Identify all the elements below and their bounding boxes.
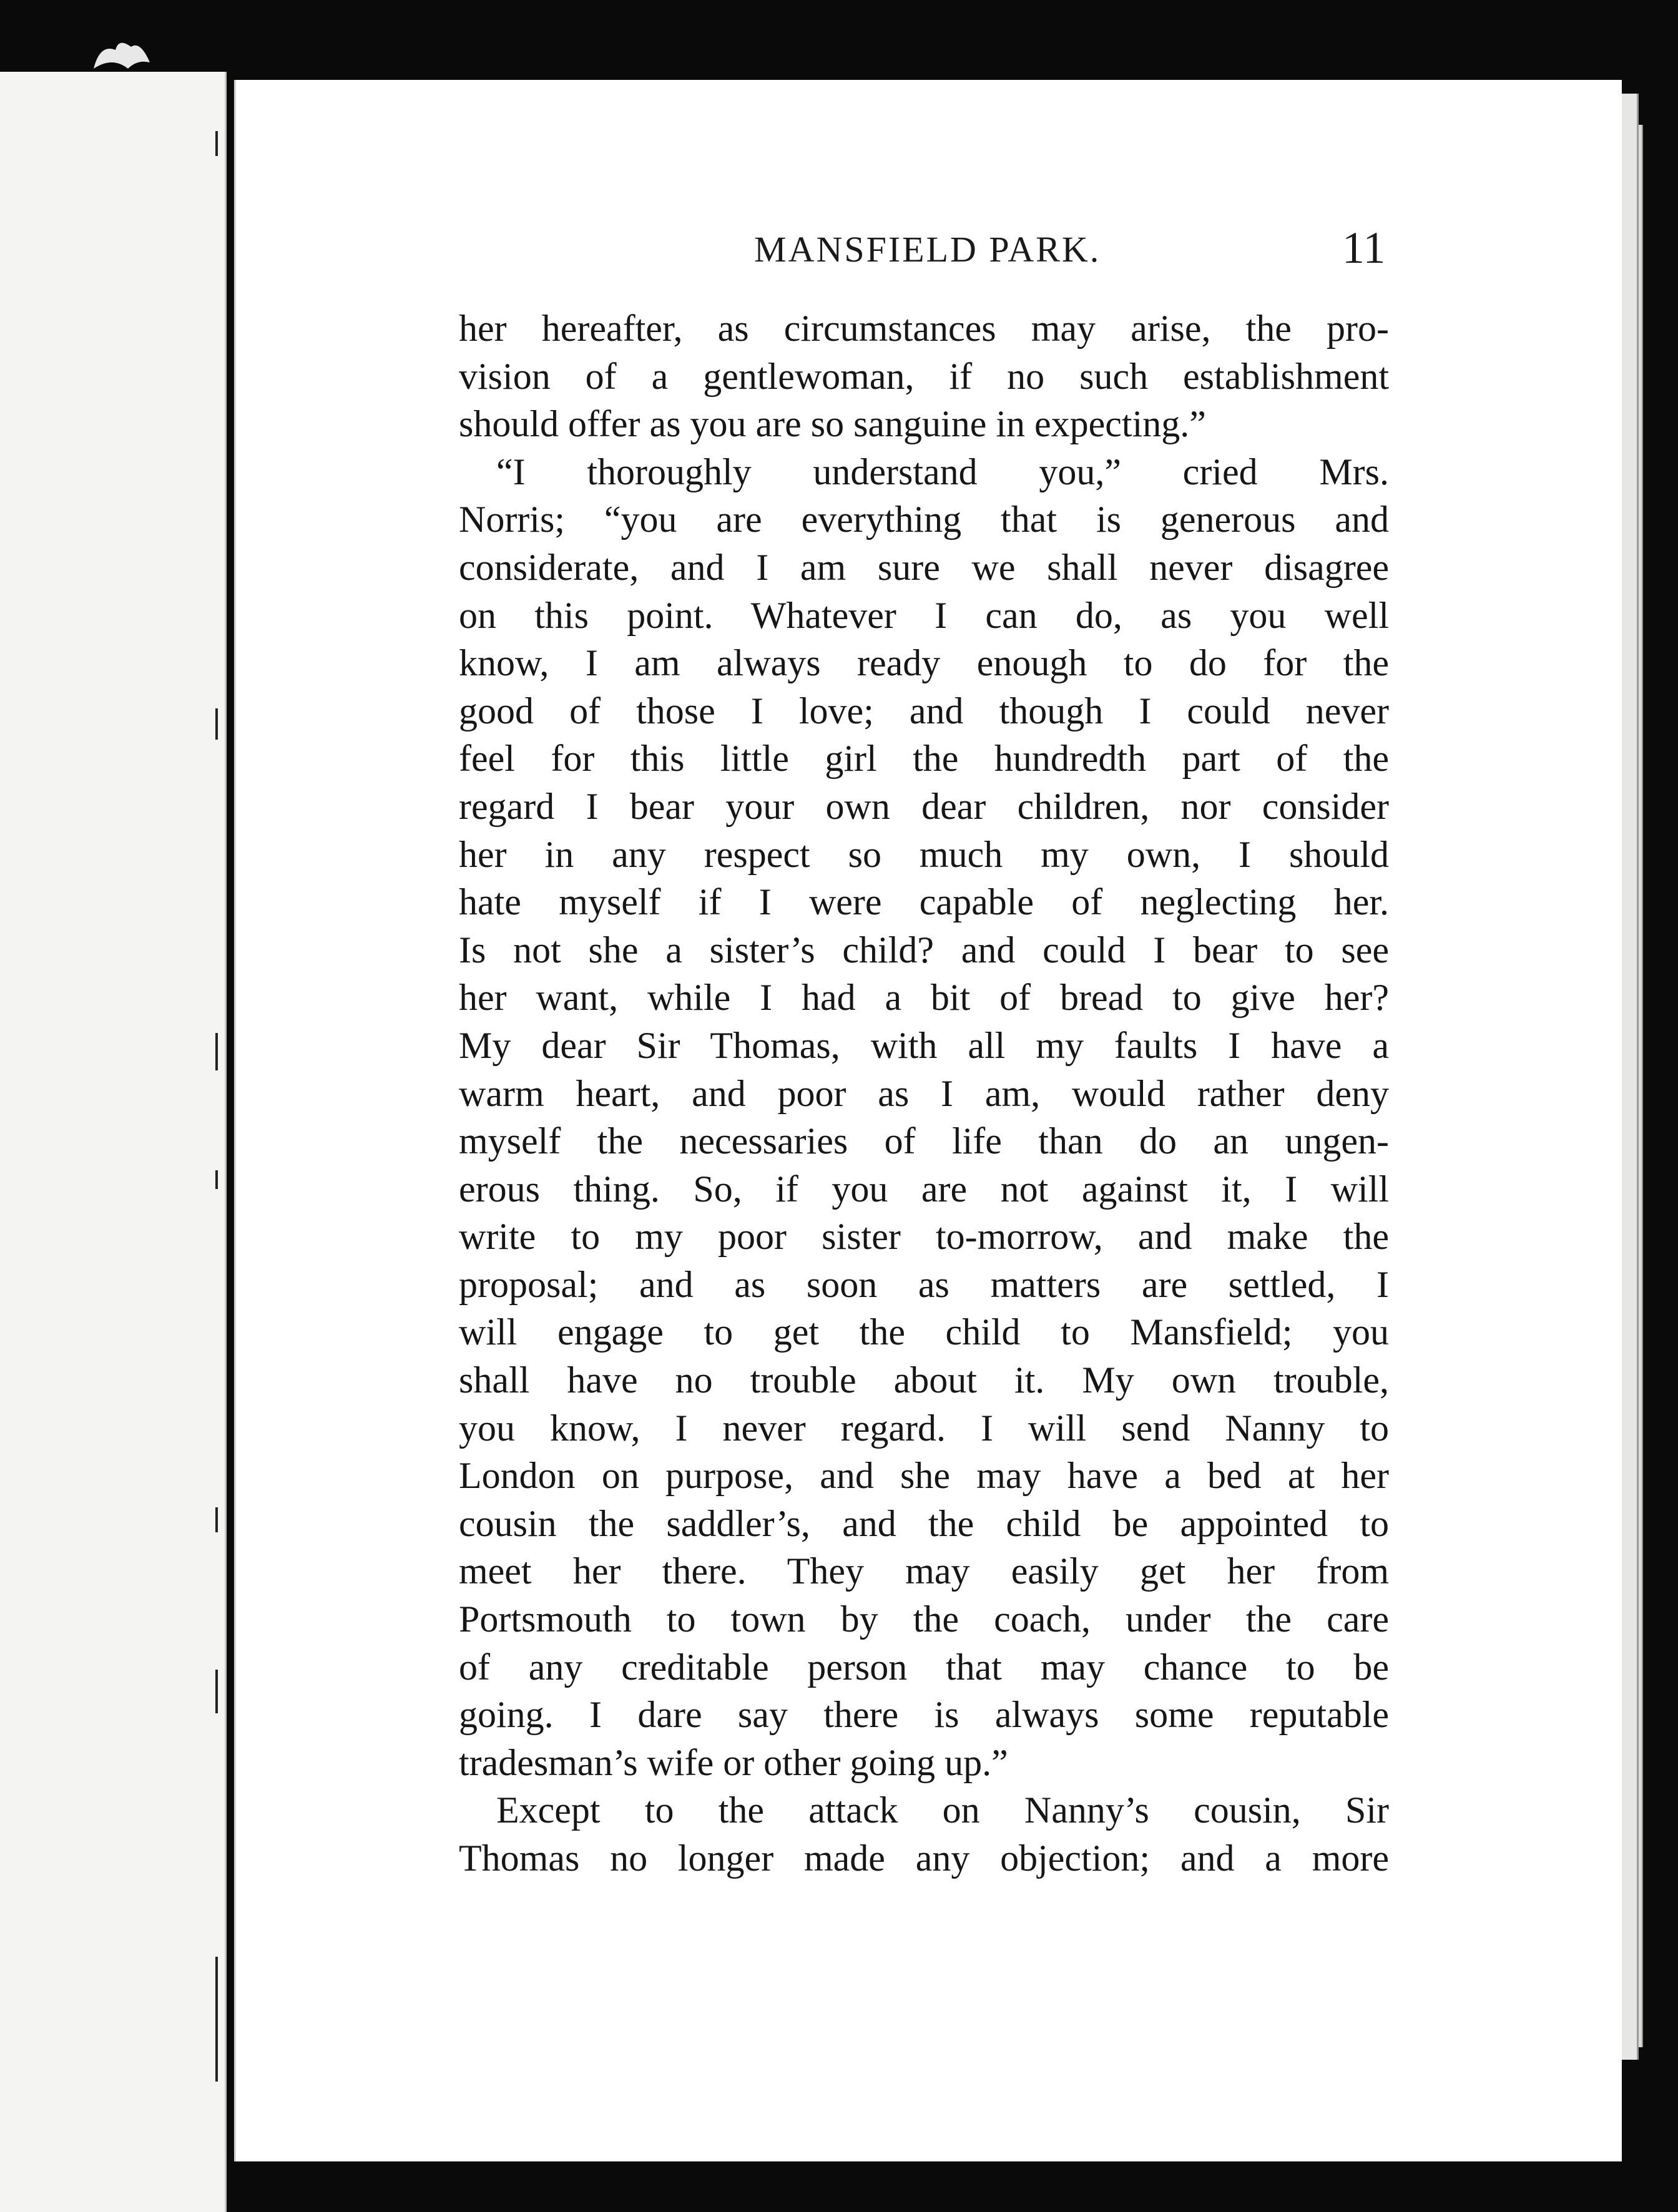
text-line: tradesman’s wife or other going up.” bbox=[459, 1741, 1008, 1783]
text-line: hate myself if I were capable of neglecting her. bbox=[459, 881, 1389, 923]
text-line: should offer as you are so sanguine in expecting.” bbox=[459, 403, 1206, 445]
scan-speck bbox=[81, 25, 169, 81]
gutter-speck bbox=[215, 708, 218, 740]
page-number: 11 bbox=[1342, 223, 1386, 273]
text-line: shall have no trouble about it. My own trouble, bbox=[459, 1359, 1389, 1401]
text-line: erous thing. So, if you are not against it, I will bbox=[459, 1168, 1389, 1210]
text-line: write to my poor sister to-morrow, and make the bbox=[459, 1216, 1389, 1258]
text-line: Is not she a sister’s child? and could I bear to see bbox=[459, 929, 1389, 971]
text-line: cousin the saddler’s, and the child be appointed to bbox=[459, 1502, 1389, 1544]
body-text bbox=[459, 305, 1389, 1882]
text-line: London on purpose, and she may have a bed at her bbox=[459, 1455, 1389, 1497]
text-line: good of those I love; and though I could never bbox=[459, 690, 1389, 732]
text-line: on this point. Whatever I can do, as you well bbox=[459, 594, 1389, 636]
gutter-speck bbox=[215, 1170, 218, 1189]
text-line: “I thoroughly understand you,” cried Mrs. bbox=[496, 451, 1389, 492]
text-line: Except to the attack on Nanny’s cousin, Sir bbox=[496, 1789, 1389, 1831]
text-line: feel for this little girl the hundredth part of the bbox=[459, 738, 1389, 780]
gutter-speck bbox=[215, 1957, 218, 2082]
text-line: warm heart, and poor as I am, would rather deny bbox=[459, 1072, 1389, 1114]
text-line: myself the necessaries of life than do an ungen- bbox=[459, 1120, 1389, 1162]
text-line: going. I dare say there is always some reputable bbox=[459, 1694, 1389, 1736]
text-line: considerate, and I am sure we shall never disagree bbox=[459, 546, 1389, 588]
text-line: My dear Sir Thomas, with all my faults I have a bbox=[459, 1024, 1389, 1066]
text-line: Thomas no longer made any objection; and a more bbox=[459, 1838, 1389, 1879]
gutter-speck bbox=[215, 1670, 218, 1713]
text-line: will engage to get the child to Mansfield; you bbox=[459, 1311, 1389, 1353]
text-line: proposal; and as soon as matters are settled, I bbox=[459, 1263, 1389, 1305]
text-line: of any creditable person that may chance to be bbox=[459, 1646, 1389, 1688]
gutter-speck bbox=[215, 1507, 218, 1532]
text-line: her hereafter, as circumstances may arise, the pro- bbox=[459, 308, 1389, 349]
facing-page-edge bbox=[0, 72, 227, 2212]
text-line: know, I am always ready enough to do for the bbox=[459, 642, 1389, 684]
text-line: Portsmouth to town by the coach, under the care bbox=[459, 1598, 1389, 1640]
gutter-speck bbox=[215, 131, 218, 156]
running-head: MANSFIELD PARK. bbox=[754, 229, 1101, 270]
text-line: regard I bear your own dear children, nor consider bbox=[459, 785, 1389, 827]
text-line: vision of a gentlewoman, if no such establishment bbox=[459, 355, 1389, 397]
text-line: her in any respect so much my own, I should bbox=[459, 833, 1389, 875]
text-line: meet her there. They may easily get her from bbox=[459, 1550, 1389, 1592]
text-line: Norris; “you are everything that is generous and bbox=[459, 499, 1389, 541]
text-line: her want, while I had a bit of bread to give her? bbox=[459, 977, 1389, 1019]
gutter-speck bbox=[215, 1033, 218, 1070]
text-line: you know, I never regard. I will send Nanny to bbox=[459, 1407, 1389, 1449]
